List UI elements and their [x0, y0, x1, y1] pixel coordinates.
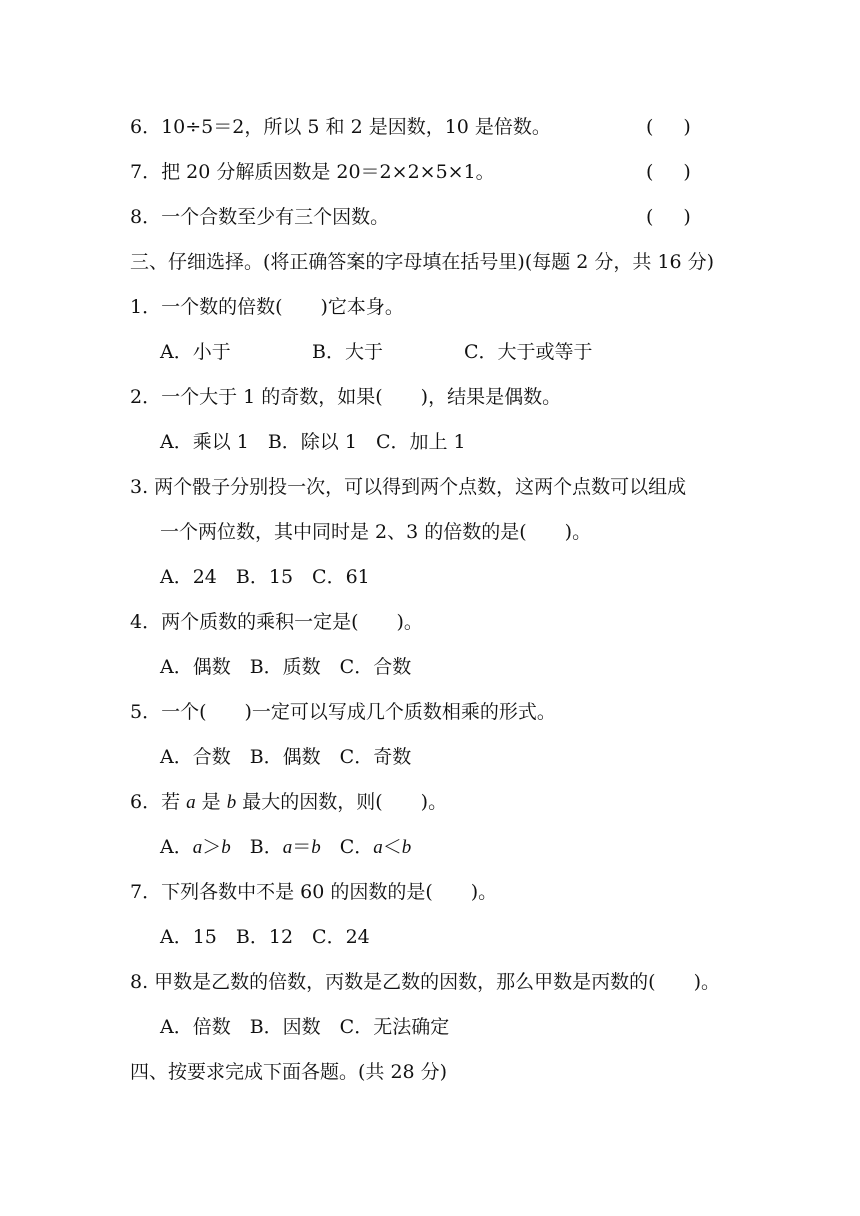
mc-q3-stem-line2: 一个两位数，其中同时是 2、3 的倍数的是( )。	[160, 521, 592, 543]
mc-q2-options[interactable]: A．乘以 1 B．除以 1 C．加上 1	[160, 431, 466, 453]
paren-open: (	[646, 161, 654, 183]
variable-a: a	[192, 837, 203, 858]
variable-a: a	[373, 837, 383, 858]
mc-q1-options	[160, 338, 760, 366]
section-3-title: 三、仔细选择。(将正确答案的字母填在括号里)(每题 2 分，共 16 分)	[130, 251, 715, 273]
mc-q7-stem: 7．下列各数中不是 60 的因数的是( )。	[130, 881, 498, 903]
mc-q6-stem-pre: 6．若	[130, 791, 187, 813]
paren-open: (	[646, 206, 654, 228]
mc-q6-options[interactable]	[160, 833, 760, 861]
section-4-title: 四、按要求完成下面各题。(共 28 分)	[130, 1061, 448, 1083]
mc-q5-stem: 5．一个( )一定可以写成几个质数相乘的形式。	[130, 701, 556, 723]
mc-q1-option-a[interactable]: A．小于	[160, 341, 231, 363]
variable-b: b	[311, 837, 321, 858]
variable-b: b	[221, 837, 231, 858]
mc-q1-option-c[interactable]: C．大于或等于	[464, 341, 593, 363]
paren-close: )	[683, 206, 691, 228]
mc-q3-stem-line1: 3. 两个骰子分别投一次，可以得到两个点数，这两个点数可以组成	[130, 476, 687, 498]
mc-q4-stem: 4．两个质数的乘积一定是( )。	[130, 611, 423, 633]
mc-q8-stem: 8. 甲数是乙数的倍数，丙数是乙数的因数，那么甲数是丙数的( )。	[130, 971, 720, 993]
mc-q6-option-b-label: B．	[230, 836, 283, 858]
variable-b: b	[226, 792, 237, 813]
tf-item-7: 7．把 20 分解质因数是 20＝2×2×5×1。	[130, 161, 495, 183]
paren-close: )	[683, 116, 691, 138]
mc-q1-option-b[interactable]: B．大于	[312, 341, 383, 363]
greater-than-sign: ＞	[202, 836, 222, 858]
paren-close: )	[683, 161, 691, 183]
mc-q6-option-a-label: A．	[160, 836, 193, 858]
mc-q6-stem-mid: 是	[195, 791, 227, 813]
mc-q4-options[interactable]: A．偶数 B．质数 C．合数	[160, 656, 412, 678]
tf-answer-blank-6[interactable]	[646, 113, 704, 141]
mc-q7-options[interactable]: A．15 B．12 C．24	[160, 926, 370, 948]
paren-open: (	[646, 116, 654, 138]
mc-q1-stem: 1．一个数的倍数( )它本身。	[130, 296, 404, 318]
tf-answer-blank-7[interactable]	[646, 158, 704, 186]
mc-q5-options[interactable]: A．合数 B．偶数 C．奇数	[160, 746, 412, 768]
variable-a: a	[186, 792, 196, 813]
tf-item-6: 6．10÷5＝2，所以 5 和 2 是因数，10 是倍数。	[130, 116, 551, 138]
variable-a: a	[282, 837, 293, 858]
mc-q2-stem: 2．一个大于 1 的奇数，如果( )，结果是偶数。	[130, 386, 562, 408]
equals-sign: ＝	[292, 836, 312, 858]
tf-answer-blank-8[interactable]	[646, 203, 704, 231]
mc-q6-stem	[130, 788, 730, 816]
variable-b: b	[401, 837, 412, 858]
mc-q8-options[interactable]: A．倍数 B．因数 C．无法确定	[160, 1016, 450, 1038]
tf-item-8: 8．一个合数至少有三个因数。	[130, 206, 390, 228]
mc-q6-stem-post: 最大的因数，则( )。	[236, 791, 448, 813]
mc-q3-options[interactable]: A．24 B．15 C．61	[160, 566, 370, 588]
less-than-sign: ＜	[382, 836, 402, 858]
mc-q6-option-c-label: C．	[320, 836, 374, 858]
